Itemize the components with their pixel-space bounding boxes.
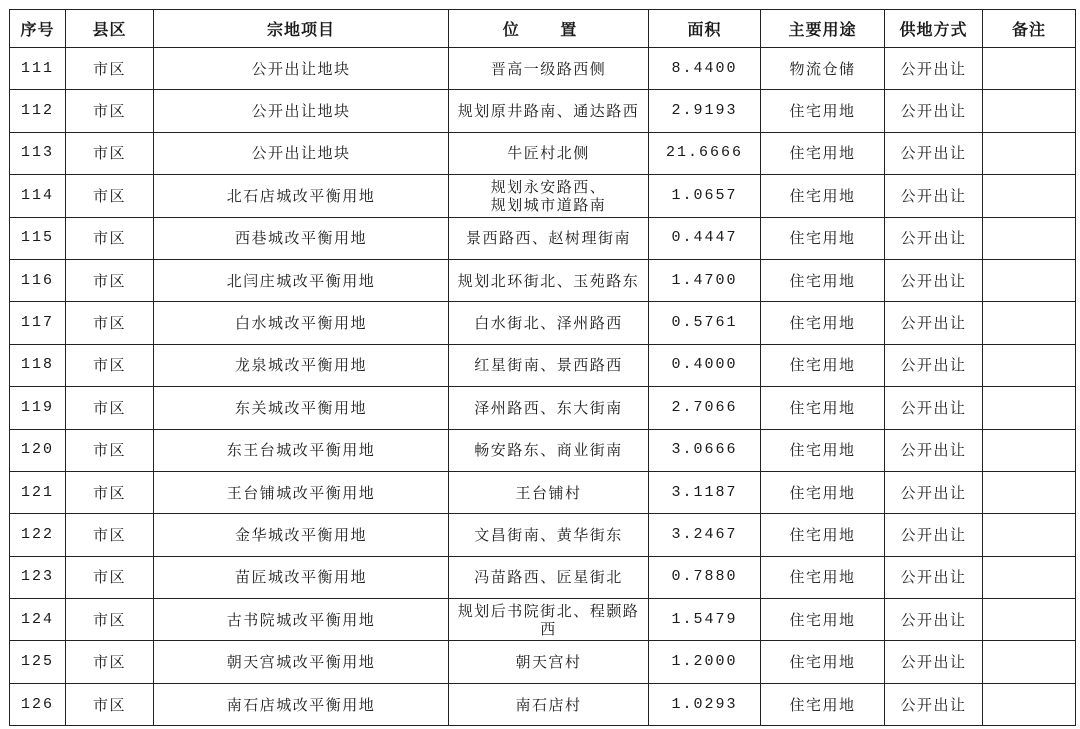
cell-remarks xyxy=(983,514,1076,556)
header-district: 县区 xyxy=(66,10,154,48)
cell-use: 住宅用地 xyxy=(761,175,885,217)
location-line: 规划永安路西、 xyxy=(490,177,607,196)
cell-use: 住宅用地 xyxy=(761,217,885,259)
cell-district: 市区 xyxy=(66,175,154,217)
cell-project: 西巷城改平衡用地 xyxy=(154,217,449,259)
cell-location xyxy=(449,48,649,90)
cell-district: 市区 xyxy=(66,429,154,471)
land-supply-table-page xyxy=(9,9,1075,726)
header-remarks: 备注 xyxy=(983,10,1076,48)
cell-location xyxy=(449,344,649,386)
location-line: 王台铺村 xyxy=(515,483,582,502)
cell-project: 公开出让地块 xyxy=(154,132,449,174)
cell-project: 古书院城改平衡用地 xyxy=(154,599,449,641)
cell-use: 住宅用地 xyxy=(761,471,885,513)
cell-area: 1.0293 xyxy=(649,683,761,725)
cell-project: 苗匠城改平衡用地 xyxy=(154,556,449,598)
header-location: 位 置 xyxy=(449,10,649,48)
cell-project: 公开出让地块 xyxy=(154,48,449,90)
cell-seq: 124 xyxy=(10,599,66,641)
cell-project: 北石店城改平衡用地 xyxy=(154,175,449,217)
cell-district: 市区 xyxy=(66,48,154,90)
cell-remarks xyxy=(983,599,1076,641)
table-row xyxy=(10,132,1076,174)
cell-remarks xyxy=(983,302,1076,344)
cell-use: 住宅用地 xyxy=(761,514,885,556)
cell-location xyxy=(449,556,649,598)
location-line: 牛匠村北侧 xyxy=(507,144,590,163)
cell-area: 0.5761 xyxy=(649,302,761,344)
cell-district: 市区 xyxy=(66,556,154,598)
cell-supply: 公开出让 xyxy=(885,683,983,725)
cell-district: 市区 xyxy=(66,132,154,174)
cell-project: 朝天宫城改平衡用地 xyxy=(154,641,449,683)
cell-location xyxy=(449,217,649,259)
location-line: 规划后书院街北、程颢路西 xyxy=(457,601,640,638)
cell-district: 市区 xyxy=(66,599,154,641)
cell-project: 王台铺城改平衡用地 xyxy=(154,471,449,513)
cell-supply: 公开出让 xyxy=(885,641,983,683)
cell-location xyxy=(449,387,649,429)
header-area: 面积 xyxy=(649,10,761,48)
table-row xyxy=(10,641,1076,683)
location-line: 畅安路东、商业街南 xyxy=(474,441,623,460)
cell-seq: 121 xyxy=(10,471,66,513)
header-use: 主要用途 xyxy=(761,10,885,48)
cell-supply: 公开出让 xyxy=(885,514,983,556)
cell-area: 8.4400 xyxy=(649,48,761,90)
cell-use: 住宅用地 xyxy=(761,556,885,598)
cell-location xyxy=(449,175,649,217)
cell-supply: 公开出让 xyxy=(885,132,983,174)
cell-supply: 公开出让 xyxy=(885,599,983,641)
table-row xyxy=(10,344,1076,386)
cell-use: 住宅用地 xyxy=(761,344,885,386)
cell-use: 住宅用地 xyxy=(761,132,885,174)
header-row xyxy=(10,10,1076,48)
table-row xyxy=(10,683,1076,725)
cell-project: 南石店城改平衡用地 xyxy=(154,683,449,725)
header-supply: 供地方式 xyxy=(885,10,983,48)
cell-location xyxy=(449,132,649,174)
cell-project: 金华城改平衡用地 xyxy=(154,514,449,556)
table-body xyxy=(10,48,1076,726)
location-line: 南石店村 xyxy=(515,695,582,714)
table-row xyxy=(10,90,1076,132)
cell-area: 21.6666 xyxy=(649,132,761,174)
cell-remarks xyxy=(983,175,1076,217)
cell-remarks xyxy=(983,344,1076,386)
cell-area: 0.4000 xyxy=(649,344,761,386)
cell-seq: 123 xyxy=(10,556,66,598)
table-row xyxy=(10,175,1076,217)
location-line: 文昌街南、黄华街东 xyxy=(474,525,623,544)
cell-district: 市区 xyxy=(66,344,154,386)
cell-location xyxy=(449,259,649,301)
table-row xyxy=(10,429,1076,471)
location-line: 白水街北、泽州路西 xyxy=(474,314,623,333)
location-line: 冯苗路西、匠星街北 xyxy=(474,568,623,587)
cell-use: 住宅用地 xyxy=(761,641,885,683)
cell-district: 市区 xyxy=(66,90,154,132)
cell-remarks xyxy=(983,90,1076,132)
cell-remarks xyxy=(983,217,1076,259)
cell-seq: 115 xyxy=(10,217,66,259)
cell-remarks xyxy=(983,683,1076,725)
cell-supply: 公开出让 xyxy=(885,259,983,301)
cell-area: 0.4447 xyxy=(649,217,761,259)
cell-district: 市区 xyxy=(66,217,154,259)
cell-seq: 126 xyxy=(10,683,66,725)
cell-location xyxy=(449,683,649,725)
cell-supply: 公开出让 xyxy=(885,471,983,513)
table-row xyxy=(10,514,1076,556)
cell-use: 物流仓储 xyxy=(761,48,885,90)
cell-area: 3.0666 xyxy=(649,429,761,471)
cell-supply: 公开出让 xyxy=(885,302,983,344)
cell-area: 1.4700 xyxy=(649,259,761,301)
location-line: 红星街南、景西路西 xyxy=(474,356,623,375)
cell-supply: 公开出让 xyxy=(885,175,983,217)
table-row xyxy=(10,217,1076,259)
cell-area: 1.2000 xyxy=(649,641,761,683)
cell-district: 市区 xyxy=(66,683,154,725)
cell-seq: 119 xyxy=(10,387,66,429)
cell-area: 1.0657 xyxy=(649,175,761,217)
cell-supply: 公开出让 xyxy=(885,387,983,429)
cell-supply: 公开出让 xyxy=(885,48,983,90)
table-row xyxy=(10,387,1076,429)
location-line: 规划北环街北、玉苑路东 xyxy=(457,271,640,290)
table-row xyxy=(10,48,1076,90)
table-row xyxy=(10,259,1076,301)
cell-use: 住宅用地 xyxy=(761,259,885,301)
table-row xyxy=(10,556,1076,598)
cell-remarks xyxy=(983,48,1076,90)
cell-area: 3.1187 xyxy=(649,471,761,513)
cell-supply: 公开出让 xyxy=(885,556,983,598)
cell-remarks xyxy=(983,471,1076,513)
cell-seq: 125 xyxy=(10,641,66,683)
cell-project: 北闫庄城改平衡用地 xyxy=(154,259,449,301)
cell-project: 东王台城改平衡用地 xyxy=(154,429,449,471)
cell-seq: 112 xyxy=(10,90,66,132)
cell-remarks xyxy=(983,132,1076,174)
cell-area: 2.7066 xyxy=(649,387,761,429)
location-line: 泽州路西、东大街南 xyxy=(474,398,623,417)
cell-remarks xyxy=(983,556,1076,598)
table-row xyxy=(10,599,1076,641)
cell-supply: 公开出让 xyxy=(885,344,983,386)
cell-seq: 111 xyxy=(10,48,66,90)
cell-project: 东关城改平衡用地 xyxy=(154,387,449,429)
cell-supply: 公开出让 xyxy=(885,429,983,471)
cell-location xyxy=(449,514,649,556)
cell-remarks xyxy=(983,259,1076,301)
cell-use: 住宅用地 xyxy=(761,599,885,641)
cell-area: 0.7880 xyxy=(649,556,761,598)
location-line: 规划原井路南、通达路西 xyxy=(457,102,640,121)
cell-use: 住宅用地 xyxy=(761,302,885,344)
cell-district: 市区 xyxy=(66,514,154,556)
location-line: 朝天宫村 xyxy=(515,653,582,672)
cell-remarks xyxy=(983,429,1076,471)
cell-project: 白水城改平衡用地 xyxy=(154,302,449,344)
table-row xyxy=(10,471,1076,513)
cell-area: 2.9193 xyxy=(649,90,761,132)
cell-seq: 122 xyxy=(10,514,66,556)
cell-remarks xyxy=(983,387,1076,429)
cell-project: 公开出让地块 xyxy=(154,90,449,132)
cell-location xyxy=(449,471,649,513)
cell-use: 住宅用地 xyxy=(761,90,885,132)
cell-district: 市区 xyxy=(66,259,154,301)
cell-seq: 120 xyxy=(10,429,66,471)
cell-use: 住宅用地 xyxy=(761,387,885,429)
cell-project: 龙泉城改平衡用地 xyxy=(154,344,449,386)
cell-area: 3.2467 xyxy=(649,514,761,556)
cell-area: 1.5479 xyxy=(649,599,761,641)
cell-district: 市区 xyxy=(66,641,154,683)
cell-seq: 117 xyxy=(10,302,66,344)
cell-seq: 116 xyxy=(10,259,66,301)
cell-district: 市区 xyxy=(66,387,154,429)
cell-location xyxy=(449,641,649,683)
cell-supply: 公开出让 xyxy=(885,217,983,259)
cell-seq: 118 xyxy=(10,344,66,386)
cell-district: 市区 xyxy=(66,302,154,344)
cell-district: 市区 xyxy=(66,471,154,513)
cell-use: 住宅用地 xyxy=(761,429,885,471)
cell-location xyxy=(449,429,649,471)
cell-supply: 公开出让 xyxy=(885,90,983,132)
location-line: 景西路西、赵树理街南 xyxy=(465,229,631,248)
cell-location xyxy=(449,90,649,132)
table-row xyxy=(10,302,1076,344)
header-seq: 序号 xyxy=(10,10,66,48)
cell-use: 住宅用地 xyxy=(761,683,885,725)
cell-location xyxy=(449,599,649,641)
land-supply-table xyxy=(9,9,1076,726)
cell-seq: 114 xyxy=(10,175,66,217)
location-line: 晋高一级路西侧 xyxy=(490,59,607,78)
cell-remarks xyxy=(983,641,1076,683)
header-project: 宗地项目 xyxy=(154,10,449,48)
cell-seq: 113 xyxy=(10,132,66,174)
location-line: 规划城市道路南 xyxy=(490,195,607,214)
cell-location xyxy=(449,302,649,344)
